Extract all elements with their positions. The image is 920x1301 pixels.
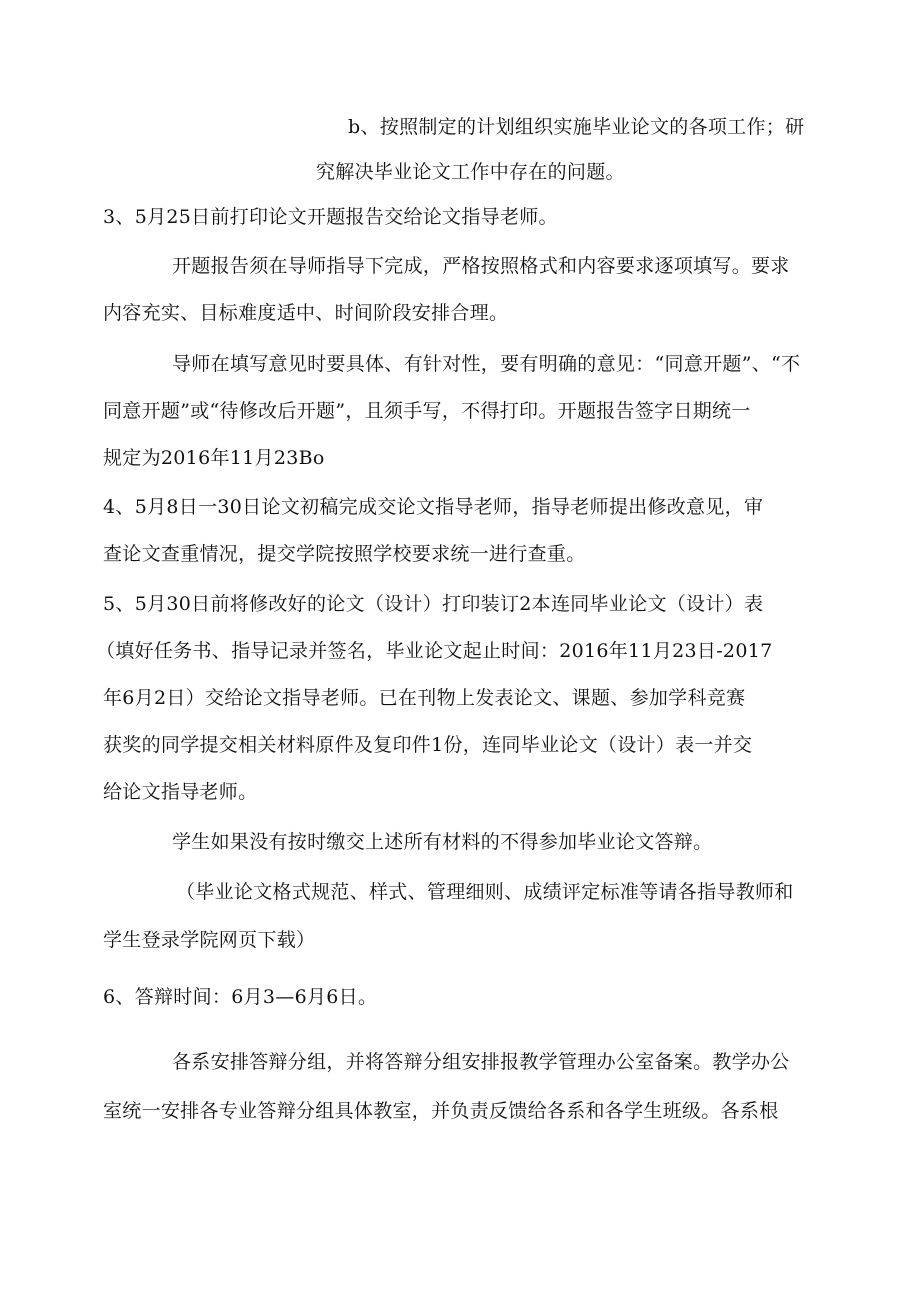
advisor-opinion-line-2: 同意开题”或“待修改后开题”，且须手写，不得打印。开题报告签字日期统一 xyxy=(103,400,751,422)
item-4-line-2: 查论文查重情况，提交学院按照学校要求统一进行查重。 xyxy=(103,543,586,565)
proposal-requirements-line-1: 开题报告须在导师指导下完成，严格按照格式和内容要求逐项填写。要求 xyxy=(172,255,790,277)
download-note-line-1: （毕业论文格式规范、样式、管理细则、成绩评定标准等请各指导教师和 xyxy=(176,881,794,903)
defense-eligibility-line-1: 学生如果没有按时缴交上述所有材料的不得参加毕业论文答辩。 xyxy=(172,831,713,853)
item-b-line-1: b、按照制定的计划组织实施毕业论文的各项工作；研 xyxy=(348,116,805,138)
item-5-line-4: 获奖的同学提交相关材料原件及复印件1份，连同毕业论文（设计）表一并交 xyxy=(103,734,753,756)
item-b-line-2: 究解决毕业论文工作中存在的问题。 xyxy=(316,161,625,183)
proposal-requirements-line-2: 内容充实、目标难度适中、时间阶段安排合理。 xyxy=(103,302,509,324)
defense-grouping-line-2: 室统一安排各专业答辩分组具体教室，并负责反馈给各系和各学生班级。各系根 xyxy=(103,1100,779,1122)
advisor-opinion-line-3: 规定为2016年11月23Bo xyxy=(103,447,325,469)
item-5-line-2: （填好任务书、指导记录并签名，毕业论文起止时间：2016年11月23日-2017 xyxy=(96,640,773,662)
item-6-line-1: 6、答辩时间：6月3—6月6日。 xyxy=(103,986,378,1008)
item-3-line-1: 3、5月25日前打印论文开题报告交给论文指导老师。 xyxy=(103,206,558,228)
item-5-line-3: 年6月2日）交给论文指导老师。已在刊物上发表论文、课题、参加学科竞赛 xyxy=(103,687,746,709)
item-5-line-1: 5、5月30日前将修改好的论文（设计）打印装订2本连同毕业论文（设计）表 xyxy=(103,593,764,615)
item-5-line-5: 给论文指导老师。 xyxy=(103,781,258,803)
download-note-line-2: 学生登录学院网页下载） xyxy=(103,929,316,951)
defense-grouping-line-1: 各系安排答辩分组，并将答辩分组安排报教学管理办公室备案。教学办公 xyxy=(172,1051,790,1073)
advisor-opinion-line-1: 导师在填写意见时要具体、有针对性，要有明确的意见：“同意开题”、“不 xyxy=(172,353,801,375)
item-4-line-1: 4、5月8日一30日论文初稿完成交论文指导老师，指导老师提出修改意见，审 xyxy=(103,496,764,518)
